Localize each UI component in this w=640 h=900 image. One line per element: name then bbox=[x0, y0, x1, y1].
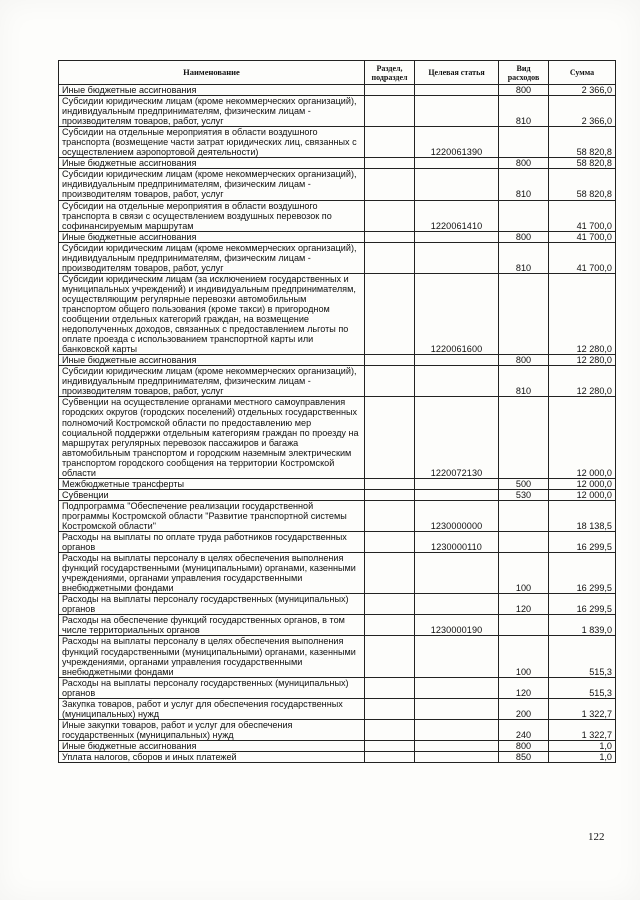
table-row bbox=[59, 96, 616, 127]
row-amount: 2 366,0 bbox=[549, 85, 616, 96]
row-amount: 16 299,5 bbox=[549, 594, 616, 615]
row-target-article: 1230000190 bbox=[415, 615, 499, 636]
row-target-article: 1220061410 bbox=[415, 200, 499, 231]
row-name: Субвенции bbox=[59, 489, 365, 500]
page-number: 122 bbox=[588, 831, 605, 843]
row-target-article: 1220061390 bbox=[415, 127, 499, 158]
row-expense-type: 850 bbox=[499, 752, 549, 763]
table-body bbox=[59, 85, 616, 763]
row-amount: 18 138,5 bbox=[549, 500, 616, 531]
row-section bbox=[365, 169, 415, 200]
row-target-article bbox=[415, 158, 499, 169]
row-target-article bbox=[415, 85, 499, 96]
row-amount: 41 700,0 bbox=[549, 242, 616, 273]
table-row bbox=[59, 636, 616, 677]
table-row bbox=[59, 169, 616, 200]
row-target-article: 1230000110 bbox=[415, 532, 499, 553]
row-section bbox=[365, 740, 415, 751]
table-row bbox=[59, 553, 616, 594]
row-section bbox=[365, 355, 415, 366]
table-row bbox=[59, 231, 616, 242]
table-row bbox=[59, 85, 616, 96]
row-name: Подпрограмма "Обеспечение реализации государственной программы Костромской области "Развитие транспортной системы Костромской области" bbox=[59, 500, 365, 531]
row-target-article: 1220072130 bbox=[415, 397, 499, 478]
row-expense-type: 810 bbox=[499, 169, 549, 200]
row-name: Иные бюджетные ассигнования bbox=[59, 85, 365, 96]
row-amount: 16 299,5 bbox=[549, 532, 616, 553]
row-target-article bbox=[415, 636, 499, 677]
table-row bbox=[59, 752, 616, 763]
row-amount: 515,3 bbox=[549, 636, 616, 677]
row-expense-type bbox=[499, 200, 549, 231]
row-name: Закупка товаров, работ и услуг для обеспечения государственных (муниципальных) нужд bbox=[59, 698, 365, 719]
header-expense-type: Вид расходов bbox=[499, 61, 549, 85]
row-name: Межбюджетные трансферты bbox=[59, 478, 365, 489]
row-target-article bbox=[415, 677, 499, 698]
row-expense-type bbox=[499, 615, 549, 636]
table-row bbox=[59, 355, 616, 366]
table-row bbox=[59, 698, 616, 719]
row-section bbox=[365, 242, 415, 273]
row-section bbox=[365, 752, 415, 763]
row-amount: 1,0 bbox=[549, 740, 616, 751]
row-section bbox=[365, 615, 415, 636]
header-section: Раздел, подраздел bbox=[365, 61, 415, 85]
row-target-article bbox=[415, 752, 499, 763]
row-expense-type: 810 bbox=[499, 366, 549, 397]
row-amount: 12 280,0 bbox=[549, 273, 616, 354]
row-expense-type bbox=[499, 127, 549, 158]
row-amount: 41 700,0 bbox=[549, 231, 616, 242]
row-amount: 1 322,7 bbox=[549, 698, 616, 719]
table-header bbox=[59, 61, 616, 85]
table-row bbox=[59, 719, 616, 740]
row-section bbox=[365, 127, 415, 158]
row-amount: 1 322,7 bbox=[549, 719, 616, 740]
row-section bbox=[365, 366, 415, 397]
row-name: Субсидии юридическим лицам (кроме некоммерческих организаций), индивидуальным предпринимателям, физическим лицам - производителям товаров, работ, услуг bbox=[59, 96, 365, 127]
row-expense-type bbox=[499, 273, 549, 354]
budget-table bbox=[58, 60, 616, 763]
row-name: Субсидии на отдельные мероприятия в области воздушного транспорта (возмещение части затрат юридических лиц, связанных с осуществлением аэропортовой деятельности) bbox=[59, 127, 365, 158]
row-expense-type: 100 bbox=[499, 636, 549, 677]
row-expense-type: 800 bbox=[499, 355, 549, 366]
row-section bbox=[365, 698, 415, 719]
row-section bbox=[365, 532, 415, 553]
row-amount: 12 000,0 bbox=[549, 478, 616, 489]
row-target-article bbox=[415, 489, 499, 500]
table-row bbox=[59, 200, 616, 231]
row-name: Субсидии на отдельные мероприятия в области воздушного транспорта в связи с осуществлением воздушных перевозок по софинансируемым маршрутам bbox=[59, 200, 365, 231]
row-expense-type: 800 bbox=[499, 231, 549, 242]
row-target-article bbox=[415, 355, 499, 366]
row-expense-type: 200 bbox=[499, 698, 549, 719]
row-name: Расходы на выплаты персоналу государственных (муниципальных) органов bbox=[59, 594, 365, 615]
row-expense-type: 100 bbox=[499, 553, 549, 594]
row-section bbox=[365, 273, 415, 354]
table-row bbox=[59, 677, 616, 698]
row-section bbox=[365, 553, 415, 594]
row-target-article: 1220061600 bbox=[415, 273, 499, 354]
row-target-article bbox=[415, 96, 499, 127]
row-name: Расходы на выплаты по оплате труда работников государственных органов bbox=[59, 532, 365, 553]
row-name: Расходы на обеспечение функций государственных органов, в том числе территориальных органов bbox=[59, 615, 365, 636]
row-section bbox=[365, 719, 415, 740]
row-target-article bbox=[415, 594, 499, 615]
table-row bbox=[59, 615, 616, 636]
row-section bbox=[365, 636, 415, 677]
row-expense-type bbox=[499, 500, 549, 531]
row-amount: 16 299,5 bbox=[549, 553, 616, 594]
row-amount: 12 280,0 bbox=[549, 366, 616, 397]
row-target-article bbox=[415, 740, 499, 751]
table-row bbox=[59, 397, 616, 478]
row-amount: 12 280,0 bbox=[549, 355, 616, 366]
row-expense-type: 530 bbox=[499, 489, 549, 500]
row-expense-type: 800 bbox=[499, 85, 549, 96]
row-expense-type: 500 bbox=[499, 478, 549, 489]
row-name: Иные бюджетные ассигнования bbox=[59, 158, 365, 169]
row-expense-type bbox=[499, 532, 549, 553]
row-target-article bbox=[415, 242, 499, 273]
row-amount: 58 820,8 bbox=[549, 169, 616, 200]
row-name: Субвенции на осуществление органами местного самоуправления городских округов (городских поселений) отдельных государственных полномочий Костромской области по предоставлению мер социальной поддержки отдельным категориям граждан по проезду на маршрутах регулярных перевозок пассажиров и багажа автомобильным транспортом и городским наземным электрическим транспортом городского сообщения на территории Костромской области bbox=[59, 397, 365, 478]
row-name: Субсидии юридическим лицам (кроме некоммерческих организаций), индивидуальным предпринимателям, физическим лицам - производителям товаров, работ, услуг bbox=[59, 366, 365, 397]
header-amount: Сумма bbox=[549, 61, 616, 85]
header-target-article: Целевая статья bbox=[415, 61, 499, 85]
row-expense-type: 120 bbox=[499, 594, 549, 615]
row-section bbox=[365, 397, 415, 478]
table-row bbox=[59, 478, 616, 489]
row-target-article bbox=[415, 719, 499, 740]
row-amount: 515,3 bbox=[549, 677, 616, 698]
row-section bbox=[365, 478, 415, 489]
row-target-article bbox=[415, 698, 499, 719]
row-amount: 2 366,0 bbox=[549, 96, 616, 127]
row-amount: 41 700,0 bbox=[549, 200, 616, 231]
row-name: Иные закупки товаров, работ и услуг для обеспечения государственных (муниципальных) нужд bbox=[59, 719, 365, 740]
table-row bbox=[59, 740, 616, 751]
row-section bbox=[365, 677, 415, 698]
row-expense-type: 800 bbox=[499, 158, 549, 169]
table-row bbox=[59, 127, 616, 158]
row-amount: 1,0 bbox=[549, 752, 616, 763]
row-expense-type: 810 bbox=[499, 96, 549, 127]
row-section bbox=[365, 96, 415, 127]
row-name: Иные бюджетные ассигнования bbox=[59, 231, 365, 242]
row-section bbox=[365, 85, 415, 96]
row-section bbox=[365, 158, 415, 169]
row-name: Расходы на выплаты персоналу государственных (муниципальных) органов bbox=[59, 677, 365, 698]
row-target-article bbox=[415, 169, 499, 200]
table-row bbox=[59, 242, 616, 273]
table-row bbox=[59, 366, 616, 397]
row-name: Иные бюджетные ассигнования bbox=[59, 355, 365, 366]
row-amount: 58 820,8 bbox=[549, 158, 616, 169]
row-section bbox=[365, 594, 415, 615]
row-section bbox=[365, 489, 415, 500]
row-section bbox=[365, 200, 415, 231]
row-expense-type: 810 bbox=[499, 242, 549, 273]
row-amount: 12 000,0 bbox=[549, 397, 616, 478]
row-name: Расходы на выплаты персоналу в целях обеспечения выполнения функций государственными (муниципальными) органами, казенными учреждениями, органами управления государственными внебюджетными фондами bbox=[59, 553, 365, 594]
row-name: Субсидии юридическим лицам (за исключением государственных и муниципальных учреждений) и индивидуальным предпринимателям, осуществляющим регулярные перевозки автомобильным транспортом общего пользования (кроме такси) в пригородном сообщении отдельных категорий граждан, на возмещение недополученных доходов, связанных с предоставлением льготы по оплате проезда с использованием транспортной карты или банковской карты bbox=[59, 273, 365, 354]
row-name: Субсидии юридическим лицам (кроме некоммерческих организаций), индивидуальным предпринимателям, физическим лицам - производителям товаров, работ, услуг bbox=[59, 242, 365, 273]
table-row bbox=[59, 273, 616, 354]
header-row bbox=[59, 61, 616, 85]
row-target-article bbox=[415, 553, 499, 594]
row-target-article bbox=[415, 366, 499, 397]
row-expense-type: 800 bbox=[499, 740, 549, 751]
row-amount: 12 000,0 bbox=[549, 489, 616, 500]
table-row bbox=[59, 594, 616, 615]
row-expense-type: 120 bbox=[499, 677, 549, 698]
row-target-article: 1230000000 bbox=[415, 500, 499, 531]
row-name: Уплата налогов, сборов и иных платежей bbox=[59, 752, 365, 763]
header-name: Наименование bbox=[59, 61, 365, 85]
table-row bbox=[59, 532, 616, 553]
table-row bbox=[59, 489, 616, 500]
row-target-article bbox=[415, 478, 499, 489]
row-name: Субсидии юридическим лицам (кроме некоммерческих организаций), индивидуальным предпринимателям, физическим лицам - производителям товаров, работ, услуг bbox=[59, 169, 365, 200]
row-target-article bbox=[415, 231, 499, 242]
row-name: Иные бюджетные ассигнования bbox=[59, 740, 365, 751]
table-row bbox=[59, 500, 616, 531]
row-section bbox=[365, 500, 415, 531]
row-expense-type bbox=[499, 397, 549, 478]
table-row bbox=[59, 158, 616, 169]
row-amount: 58 820,8 bbox=[549, 127, 616, 158]
row-name: Расходы на выплаты персоналу в целях обеспечения выполнения функций государственными (муниципальными) органами, казенными учреждениями, органами управления государственными внебюджетными фондами bbox=[59, 636, 365, 677]
row-amount: 1 839,0 bbox=[549, 615, 616, 636]
row-expense-type: 240 bbox=[499, 719, 549, 740]
row-section bbox=[365, 231, 415, 242]
